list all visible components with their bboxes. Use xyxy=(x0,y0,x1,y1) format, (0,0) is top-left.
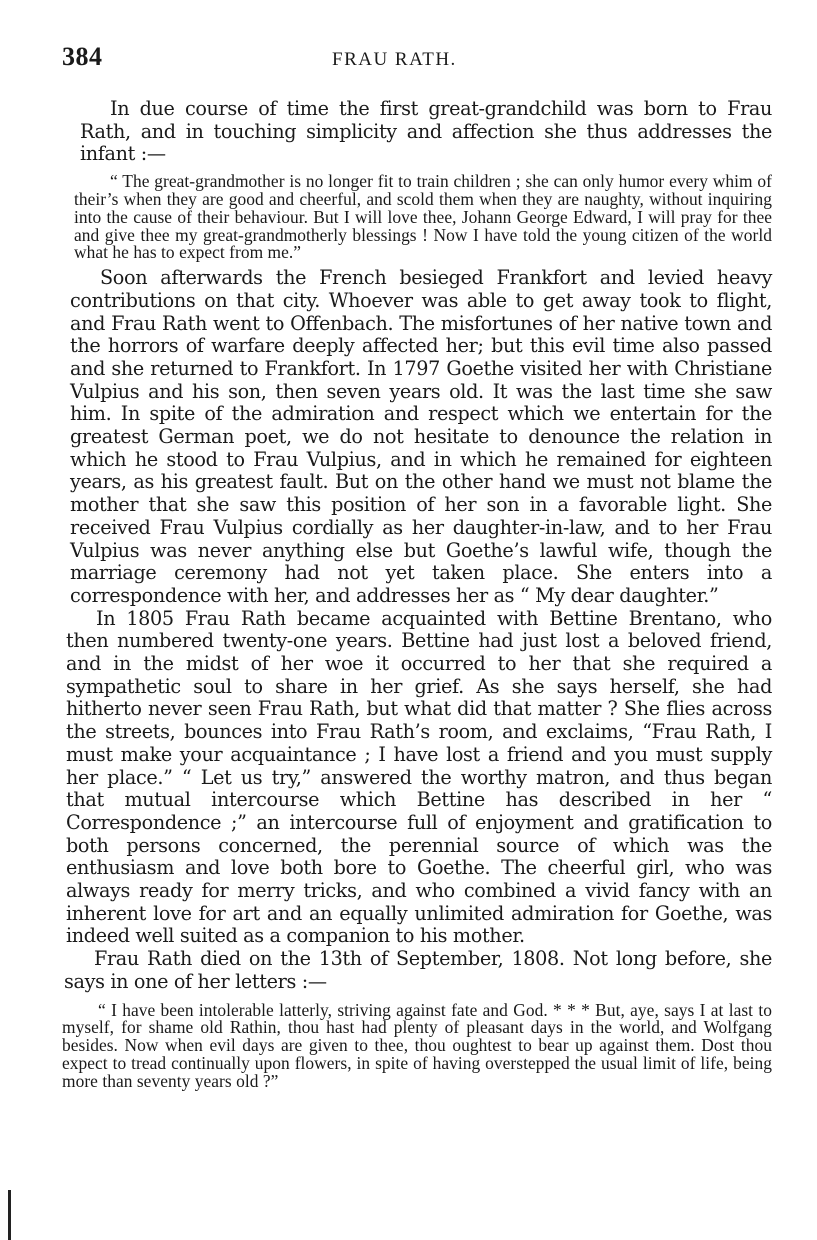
page-body xyxy=(62,98,772,1095)
scan-edge-line xyxy=(8,1190,11,1240)
page-number: 384 xyxy=(62,42,103,71)
running-head: FRAU RATH. xyxy=(332,49,457,70)
paragraph-great-grandchild: In due course of time the first great-grandchild was born to Frau Rath, and in touching simplicity and affection she thus addresses the infant :— xyxy=(80,97,772,166)
paragraph-french-siege: Soon afterwards the French besieged Frankfort and levied heavy contributions on that city. Whoever was able to get away took to flight, and Frau Rath went to Offenbach. The misfortunes of her native town and the horrors of warfare deeply affected her; but this evil time also passed and she returned to Frankfort. In 1797 Goethe visited her with Christiane Vulpius and his son, then seven years old. It was the last time she saw him. In spite of the admiration and respect which we entertain for the greatest German poet, we do not hesitate to denounce the relation in which he stood to Frau Vulpius, and in which he remained for eighteen years, as his greatest fault. But on the other hand we must not blame the mother that she saw this position of her son in a favorable light. She received Frau Vulpius cordially as her daughter-in-law, and to her Frau Vulpius was never anything else but Goethe’s lawful wife, though the marriage ceremony had not yet taken place. She enters into a correspondence with her, and addresses her as “ My dear daughter.” xyxy=(70,266,772,607)
paragraph-bettine-brentano: In 1805 Frau Rath became acquainted with Bettine Brentano, who then numbered twenty-one years. Bettine had just lost a beloved friend, and in the midst of her woe it occurred to her that she required a sympathetic soul to share in her grief. As she says herself, she had hitherto never seen Frau Rath, but what did that matter ? She flies across the streets, bounces into Frau Rath’s room, and exclaims, “Frau Rath, I must make your acquaintance ; I have lost a friend and you must supply her place.” “ Let us try,” answered the worthy matron, and thus began that mutual intercourse which Bettine has described in her “ Correspondence ;” an intercourse full of enjoyment and gratification to both persons concerned, the perennial source of which was the enthusiasm and love both bore to Goethe. The cheerful girl, who was always ready for merry tricks, and who combined a vivid fancy with an inherent love for art and an equally unlimited admiration for Goethe, was indeed well suited as a companion to his mother. xyxy=(66,606,772,948)
quote-great-grandmother: “ The great-grandmother is no longer fit to train children ; she can only humor every whim of their’s when they are good and cheerful, and scold them when they are naughty, without inquiring into the cause of their behaviour. But I will love thee, Johann George Edward, I will pray for thee and give thee my great-grandmotherly blessings ! Now I have told the young citizen of the world what he has to expect from me.” xyxy=(74,171,772,263)
paragraph-death: Frau Rath died on the 13th of September, 1808. Not long before, she says in one of her letters :— xyxy=(64,947,772,993)
page-header xyxy=(62,42,772,72)
quote-letter: “ I have been intolerable latterly, striving against fate and God. * * * But, aye, says I at last to myself, for shame old Rathin, thou hast had plenty of pleasant days in the world, and Wolfgang besides. Now when evil days are given to thee, thou oughtest to bear up against them. Dost thou expect to tread continually upon flowers, in spite of having overstepped the usual limit of life, being more than seventy years old ?” xyxy=(62,999,772,1091)
